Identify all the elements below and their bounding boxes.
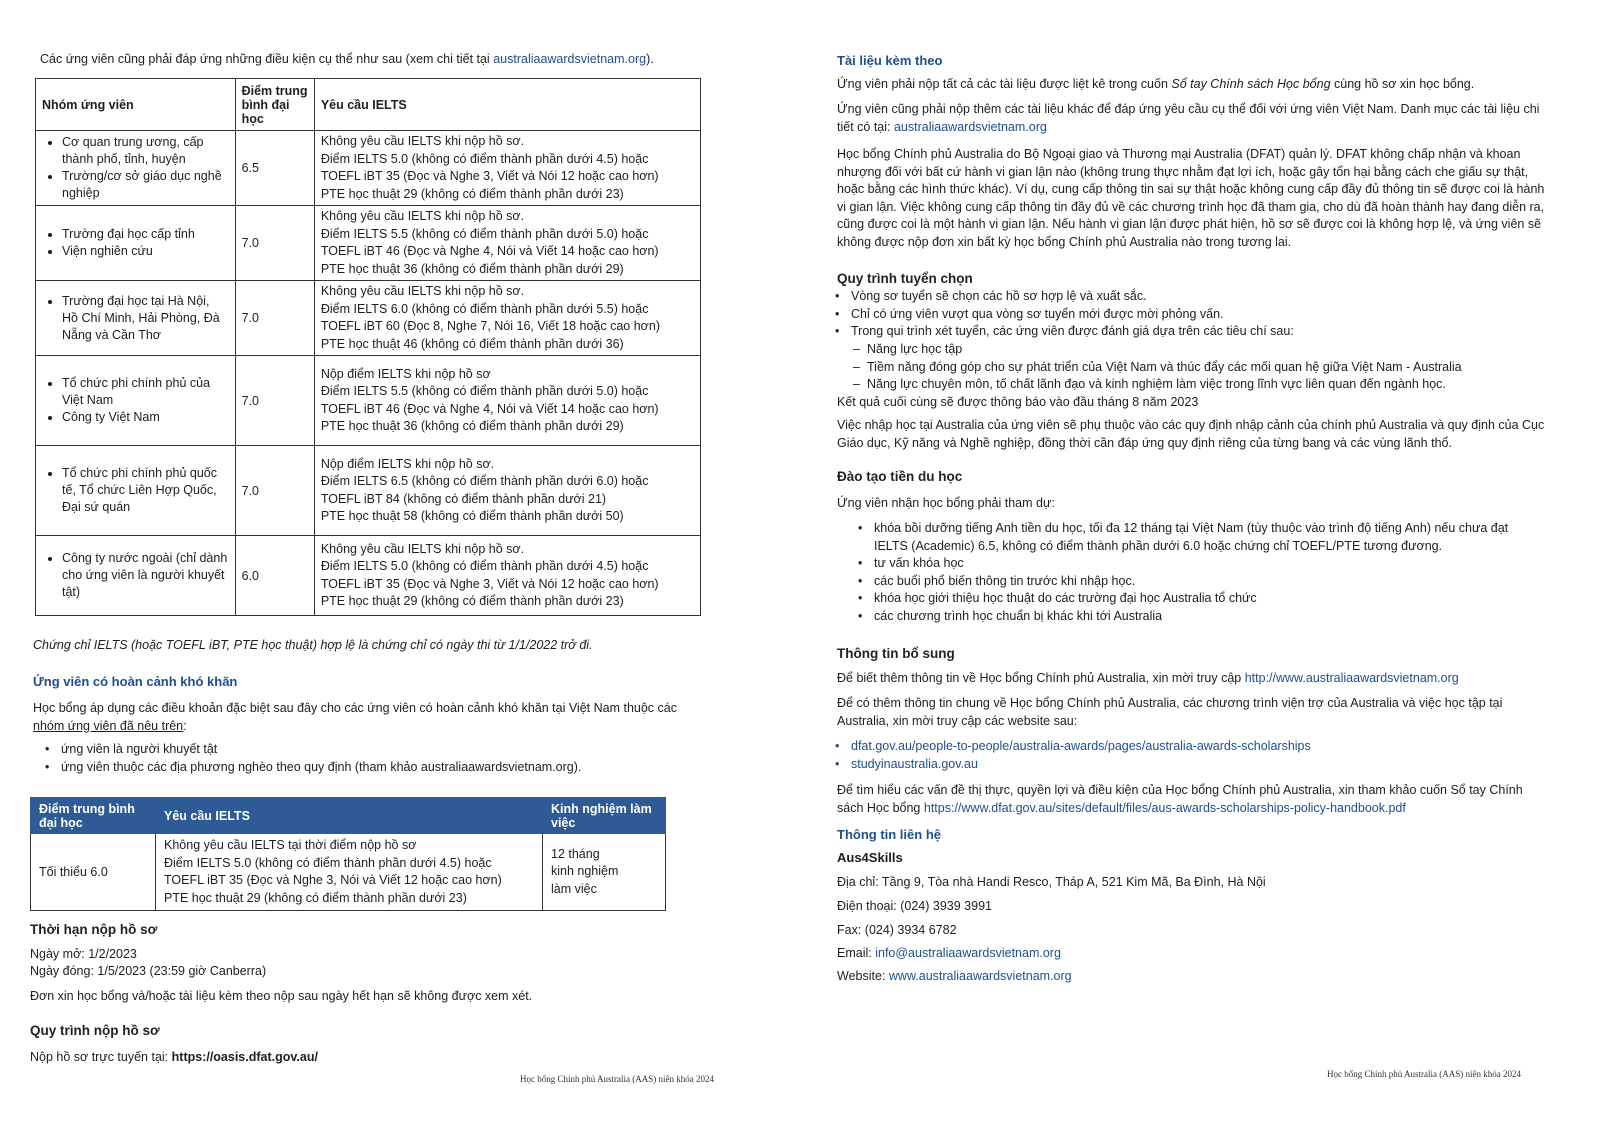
group-item: • Trường đại học tại Hà Nội, Hồ Chí Minh, Hải Phòng, Đà Nẵng và Cần Thơ	[62, 293, 229, 344]
table-row	[36, 356, 701, 446]
req-line: Không yêu cầu IELTS khi nộp hồ sơ.	[320, 541, 525, 556]
contact-heading: Thông tin liên hệ	[837, 827, 941, 842]
req-line: TOEFL iBT 35 (Đọc và Nghe 3, Viết và Nói 12 hoặc cao hơn)	[320, 576, 659, 591]
req-line: Điểm IELTS 6.5 (không có điểm thành phần dưới 6.0) hoặc	[320, 474, 649, 488]
req-line: TOEFL iBT 35 (Đọc và Nghe 3, Nói và Viết 12 hoặc cao hơn)	[164, 873, 502, 887]
more-info-p2: Để có thêm thông tin chung về Học bổng Chính phủ Australia, các chương trình viện trợ của Australia và việc học tập tại Australia, xin mời truy cập các website sau:	[837, 696, 1503, 728]
right-page	[800, 0, 1600, 1123]
deadline-heading: Thời hạn nộp hồ sơ	[30, 922, 158, 937]
group-item: • Cơ quan trung ương, cấp thành phố, tỉnh, huyện	[62, 134, 229, 168]
gpa-cell: 6.5	[235, 131, 314, 206]
result-date: Kết quả cuối cùng sẽ được thông báo vào đầu tháng 8 năm 2023	[837, 395, 1199, 409]
dfat-link[interactable]: • dfat.gov.au/people-to-people/australia-awards/pages/australia-awards-scholarships	[839, 738, 1311, 756]
req-line: PTE học thuật 58 (không có điểm thành phần dưới 50)	[320, 509, 624, 523]
req-line: Điểm IELTS 5.5 (không có điểm thành phần dưới 5.0) hoặc	[320, 226, 649, 241]
ielts-cell	[314, 446, 700, 536]
study-link[interactable]: • studyinaustralia.gov.au	[839, 756, 1311, 774]
experience-cell: 12 tháng kinh nghiệm làm việc	[543, 834, 666, 911]
gpa-cell: Tối thiểu 6.0	[31, 834, 156, 911]
group-item: • Trường/cơ sở giáo dục nghề nghiệp	[62, 168, 229, 202]
req-line: Nộp điểm IELTS khi nộp hồ sơ.	[320, 456, 495, 471]
ielts-cell	[314, 206, 700, 281]
list-item: • khóa bồi dưỡng tiếng Anh tiền du học, tối đa 12 tháng tại Việt Nam (tùy thuộc vào trình độ tiếng Anh) nếu chưa đạt IELTS (Academic) 6.5, không có điểm thành phần dưới 6.0 hoặc chứng chỉ TOEFL/PTE tương đương.	[862, 520, 1542, 555]
list-item: • tư vấn khóa học	[862, 555, 1542, 573]
list-item: – Tiềm năng đóng góp cho sự phát triển của Việt Nam và thúc đẩy các mối quan hệ giữa Việt Nam - Australia	[853, 359, 1462, 377]
contact-address: Địa chỉ: Tầng 9, Tòa nhà Handi Resco, Tháp A, 521 Kim Mã, Ba Đình, Hà Nội	[837, 875, 1266, 889]
training-intro: Ứng viên nhận học bổng phải tham dự:	[837, 496, 1055, 510]
list-item: • Vòng sơ tuyển sẽ chọn các hồ sơ hợp lệ và xuất sắc.	[839, 288, 1294, 306]
req-line: TOEFL iBT 84 (không có điểm thành phần dưới 21)	[320, 491, 607, 506]
req-line: PTE học thuật 29 (không có điểm thành phần dưới 23)	[164, 890, 467, 905]
list-item: • các buổi phổ biến thông tin trước khi nhập học.	[862, 573, 1542, 591]
group-item: • Công ty nước ngoài (chỉ dành cho ứng viên là người khuyết tật)	[62, 550, 229, 601]
contact-org: Aus4Skills	[837, 850, 903, 865]
late-note: Đơn xin học bổng và/hoặc tài liệu kèm theo nộp sau ngày hết hạn sẽ không được xem xét.	[30, 989, 533, 1003]
groups-reference: nhóm ứng viên đã nêu trên	[33, 718, 184, 733]
req-line: TOEFL iBT 46 (Đọc và Nghe 4, Nói và Viết 14 hoặc cao hơn)	[320, 244, 659, 258]
training-list	[846, 520, 1542, 625]
req-line: Không yêu cầu IELTS tại thời điểm nộp hồ sơ	[164, 838, 417, 852]
gpa-cell: 6.0	[235, 536, 314, 616]
table-row	[36, 281, 701, 356]
header-gpa: Điểm trung bình đại học	[235, 79, 314, 131]
process-text: Nộp hồ sơ trực tuyến tại: https://oasis.dfat.gov.au/	[30, 1050, 318, 1064]
group-cell	[36, 446, 236, 536]
deadline-close: Ngày đóng: 1/5/2023 (23:59 giờ Canberra)	[30, 964, 267, 978]
req-line: PTE học thuật 36 (không có điểm thành phần dưới 29)	[320, 261, 624, 276]
list-item: – Năng lực chuyên môn, tố chất lãnh đạo và kinh nghiệm làm việc trong lĩnh vực liên quan đến ngành học.	[853, 376, 1462, 394]
gpa-cell: 7.0	[235, 356, 314, 446]
hardship-table	[30, 797, 666, 911]
req-line: TOEFL iBT 60 (Đọc 8, Nghe 7, Nói 16, Viết 18 hoặc cao hơn)	[320, 319, 660, 333]
list-item: • các chương trình học chuẩn bị khác khi tới Australia	[862, 608, 1542, 626]
gpa-cell: 7.0	[235, 281, 314, 356]
more-info-p1: Để biết thêm thông tin về Học bổng Chính phủ Australia, xin mời truy cập http://www.australiaawardsvietnam.org	[837, 671, 1459, 685]
req-line: Điểm IELTS 6.0 (không có điểm thành phần dưới 5.5) hoặc	[320, 301, 649, 316]
table-row	[36, 446, 701, 536]
table-row	[36, 131, 701, 206]
group-item: • Tổ chức phi chính phủ của Việt Nam	[62, 375, 229, 409]
deadline-open: Ngày mở: 1/2/2023	[30, 947, 137, 961]
hardship-heading: Ứng viên có hoàn cảnh khó khăn	[33, 674, 238, 689]
req-line: Điểm IELTS 5.0 (không có điểm thành phần dưới 4.5) hoặc	[320, 151, 649, 166]
req-line: PTE học thuật 29 (không có điểm thành phần dưới 23)	[320, 594, 624, 608]
req-line: Không yêu cầu IELTS khi nộp hồ sơ.	[320, 284, 525, 298]
group-cell	[36, 281, 236, 356]
group-item: • Trường đại học cấp tỉnh	[62, 226, 229, 243]
process-heading: Quy trình nộp hồ sơ	[30, 1023, 160, 1038]
req-line: Điểm IELTS 5.5 (không có điểm thành phần dưới 5.0) hoặc	[320, 384, 649, 398]
header-experience: Kinh nghiệm làm việc	[543, 798, 666, 834]
list-item: • khóa học giới thiệu học thuật do các trường đại học Australia tổ chức	[862, 590, 1542, 608]
website-link[interactable]: www.australiaawardsvietnam.org	[888, 969, 1072, 983]
header-group: Nhóm ứng viên	[36, 79, 236, 131]
left-footer: Học bổng Chính phủ Australia (AAS) niên khóa 2024	[520, 1074, 714, 1084]
aawv-link[interactable]: http://www.australiaawardsvietnam.org	[1244, 671, 1459, 685]
req-line: PTE học thuật 29 (không có điểm thành phần dưới 23)	[320, 186, 624, 201]
intro-text: Các ứng viên cũng phải đáp ứng những điều kiện cụ thể như sau (xem chi tiết tại australiaawardsvietnam.org).	[40, 52, 654, 66]
req-line: TOEFL iBT 35 (Đọc và Nghe 3, Viết và Nói 12 hoặc cao hơn)	[320, 169, 659, 183]
group-cell	[36, 131, 236, 206]
requirements-table	[35, 78, 701, 616]
handbook-link[interactable]: https://www.dfat.gov.au/sites/default/files/aus-awards-scholarships-policy-handbook.pdf	[923, 800, 1406, 815]
req-line: Nộp điểm IELTS khi nộp hồ sơ	[320, 366, 491, 381]
table-row	[31, 834, 666, 911]
ielts-cell	[156, 834, 543, 911]
req-line: PTE học thuật 36 (không có điểm thành phần dưới 29)	[320, 419, 624, 433]
attachments-p1: Ứng viên phải nộp tất cả các tài liệu được liệt kê trong cuốn Sổ tay Chính sách Học bổng cùng hồ sơ xin học bổng.	[837, 77, 1475, 91]
table-row	[36, 206, 701, 281]
contact-fax: Fax: (024) 3934 6782	[837, 923, 957, 937]
attachments-link[interactable]: australiaawardsvietnam.org	[893, 119, 1047, 134]
gpa-cell: 7.0	[235, 446, 314, 536]
intro-link[interactable]: australiaawardsvietnam.org	[493, 52, 647, 66]
list-item: – Năng lực học tập	[853, 341, 1462, 359]
selection-list	[823, 288, 1294, 341]
criteria-list	[823, 341, 1462, 394]
more-info-p3: Để tìm hiểu các vấn đề thị thực, quyền lợi và điều kiện của Học bổng Chính phủ Australia, xin tham khảo cuốn Sổ tay Chính sách Học bổng https://www.dfat.gov.au/sites/default/files/aus-awards-scholarships-policy-handbook.pdf	[837, 783, 1523, 815]
table-header-row	[31, 798, 666, 834]
oasis-link[interactable]: https://oasis.dfat.gov.au/	[171, 1050, 318, 1064]
hardship-list	[33, 741, 581, 776]
group-cell	[36, 536, 236, 616]
ielts-cell	[314, 356, 700, 446]
ielts-cell	[314, 281, 700, 356]
attachments-heading: Tài liệu kèm theo	[837, 53, 943, 68]
ielts-validity-note: Chứng chỉ IELTS (hoặc TOEFL iBT, PTE học thuật) hợp lệ là chứng chỉ có ngày thi từ 1/1/2022 trở đi.	[33, 638, 593, 652]
email-link[interactable]: info@australiaawardsvietnam.org	[875, 946, 1061, 960]
list-item: • ứng viên thuộc các địa phương nghèo theo quy định (tham khảo australiaawardsvietnam.org).	[49, 759, 581, 777]
table-row	[36, 536, 701, 616]
req-line: TOEFL iBT 46 (Đọc và Nghe 4, Nói và Viết 14 hoặc cao hơn)	[320, 401, 659, 416]
list-item: • Chỉ có ứng viên vượt qua vòng sơ tuyển mới được mời phỏng vấn.	[839, 306, 1294, 324]
list-item: • ứng viên là người khuyết tật	[49, 741, 581, 759]
contact-email: Email: info@australiaawardsvietnam.org	[837, 946, 1061, 960]
header-ielts: Yêu cầu IELTS	[314, 79, 700, 131]
ielts-cell	[314, 536, 700, 616]
selection-heading: Quy trình tuyển chọn	[837, 271, 973, 286]
websites-list	[823, 738, 1311, 773]
visa-paragraph: Việc nhập học tại Australia của ứng viên sẽ phụ thuộc vào các quy định nhập cảnh của chính phủ Australia và quy định của Cục Giáo dục, Kỹ năng và Nghề nghiệp, đồng thời cần đáp ứng quy định riêng của từng bang và các vùng lãnh thổ.	[837, 418, 1545, 450]
table-header-row	[36, 79, 701, 131]
header-gpa: Điểm trung bình đại học	[31, 798, 156, 834]
fraud-paragraph: Học bổng Chính phủ Australia do Bộ Ngoại giao và Thương mại Australia (DFAT) quản lý. DFAT không chấp nhận và khoan nhượng đối với bất cứ hành vi gian lận nào (không trung thực nhằm đạt lợi ích, hoặc gây tổn hại bằng cách che giấu sự thật, hoặc bằng các hình thức khác). Ví dụ, cung cấp thông tin sai sự thật hoặc không cung cấp đầy đủ thông tin sẽ được coi là hành vi gian lận. Việc không cung cấp thông tin đầy đủ về các chương trình học đã tham gia, cho dù đã hoàn thành hay đang diễn ra, cũng được coi là một hành vi gian lận. Nếu hành vi gian lận được phát hiện, hồ sơ sẽ được coi là không hợp lệ, và ứng viên sẽ không được nộp đơn xin bất kỳ học bổng Chính phủ Australia nào trong tương lai.	[837, 147, 1545, 249]
hardship-paragraph: Học bổng áp dụng các điều khoản đặc biệt sau đây cho các ứng viên có hoàn cảnh khó khăn tại Việt Nam thuộc các nhóm ứng viên đã nêu trên:	[33, 701, 677, 733]
gpa-cell: 7.0	[235, 206, 314, 281]
req-line: Điểm IELTS 5.0 (không có điểm thành phần dưới 4.5) hoặc	[320, 559, 649, 573]
req-line: Điểm IELTS 5.0 (không có điểm thành phần dưới 4.5) hoặc	[164, 855, 492, 870]
group-cell	[36, 356, 236, 446]
training-heading: Đào tạo tiền du học	[837, 469, 963, 484]
more-info-heading: Thông tin bổ sung	[837, 646, 955, 661]
ielts-cell	[314, 131, 700, 206]
header-ielts: Yêu cầu IELTS	[156, 798, 543, 834]
req-line: PTE học thuật 46 (không có điểm thành phần dưới 36)	[320, 336, 624, 351]
right-footer: Học bổng Chính phủ Australia (AAS) niên khóa 2024	[1327, 1069, 1521, 1079]
group-item: • Công ty Việt Nam	[62, 409, 229, 426]
attachments-p2: Ứng viên cũng phải nộp thêm các tài liệu khác để đáp ứng yêu cầu cụ thể đối với ứng viên Việt Nam. Danh mục các tài liệu chi tiết có tại: australiaawardsvietnam.org	[837, 102, 1540, 134]
contact-phone: Điện thoại: (024) 3939 3991	[837, 899, 992, 913]
contact-website: Website: www.australiaawardsvietnam.org	[837, 969, 1072, 983]
list-item: • Trong qui trình xét tuyển, các ứng viên được đánh giá dựa trên các tiêu chí sau:	[839, 323, 1294, 341]
req-line: Không yêu cầu IELTS khi nộp hồ sơ.	[320, 209, 525, 223]
group-cell	[36, 206, 236, 281]
req-line: Không yêu cầu IELTS khi nộp hồ sơ.	[320, 134, 525, 148]
group-item: • Tổ chức phi chính phủ quốc tế, Tổ chức Liên Hợp Quốc, Đại sứ quán	[62, 465, 229, 516]
group-item: • Viện nghiên cứu	[62, 243, 229, 260]
